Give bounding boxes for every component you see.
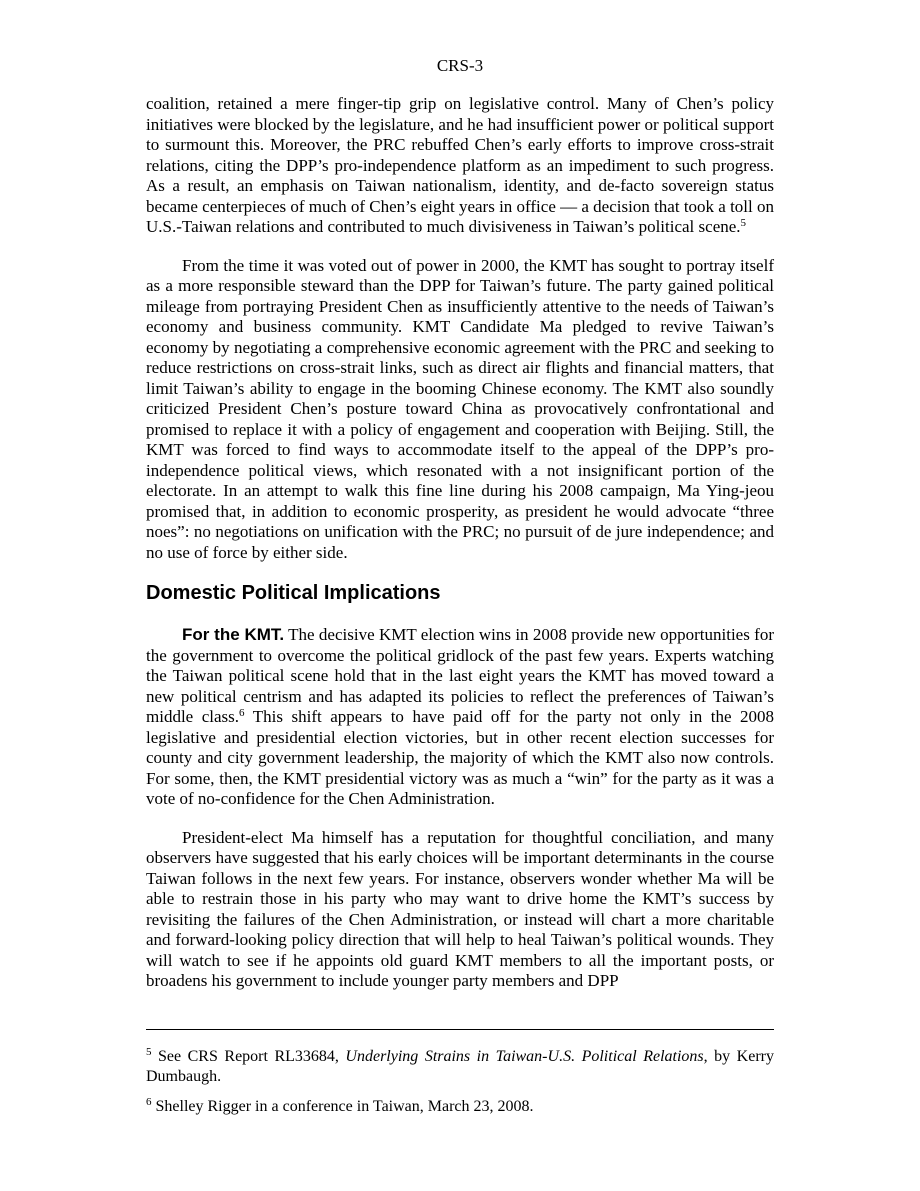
paragraph-1 — [146, 94, 774, 238]
footnote-number: 5 — [146, 1046, 152, 1058]
footnote-6 — [146, 1097, 774, 1117]
paragraph-3-text-a: The decisive KMT election wins in 2008 provide new opportunities for the government to overcome the political gridlock of the past few years. Experts watching the Taiwan political scene hold that in the last eight years the KMT has moved toward a new political centrism and has adapted its policies to reflect the preferences of Taiwan’s middle class. — [146, 625, 774, 726]
subsection-runin-heading: For the KMT. — [182, 625, 285, 644]
footnotes — [146, 1047, 774, 1127]
section-heading: Domestic Political Implications — [146, 582, 441, 604]
paragraph-1-text: coalition, retained a mere finger-tip grip on legislative control. Many of Chen’s policy initiatives were blocked by the legislature, and he had insufficient power or political support to surmount this. Moreover, the PRC rebuffed Chen’s early efforts to improve cross-strait relations, citing the DPP’s pro-independence platform as an impediment to such progress. As a result, an emphasis on Taiwan nationalism, identity, and de-facto sovereign status became centerpieces of much of Chen’s eight years in office — a decision that took a toll on U.S.-Taiwan relations and contributed to much divisiveness in Taiwan’s political scene. — [146, 94, 775, 236]
footnote-ref-6[interactable]: 6 — [239, 707, 245, 719]
paragraph-2: From the time it was voted out of power in 2000, the KMT has sought to portray itself as a more responsible steward than the DPP for Taiwan’s future. The party gained political mileage from portraying President Chen as insufficiently attentive to the needs of Taiwan’s economy and business community. KMT Candidate Ma pledged to revive Taiwan’s economy by negotiating a comprehensive economic agreement with the PRC and seeking to reduce restrictions on cross-strait links, such as direct air flights and financial matters, that limit Taiwan’s ability to engage in the booming Chinese economy. The KMT also soundly criticized President Chen’s posture toward China as provocatively confrontational and promised to replace it with a policy of engagement and cooperation with Beijing. Still, the KMT was forced to find ways to accommodate itself to the appeal of the DPP’s pro-independence political views, which resonated with a not insignificant portion of the electorate. In an attempt to walk this fine line during his 2008 campaign, Ma Ying-jeou promised that, in addition to economic prosperity, as president he would advocate “three noes”: no negotiations on unification with the PRC; no pursuit of de jure independence; and no use of force by either side. — [146, 255, 774, 562]
footnote-text-end: , by Kerry Dumbaugh. — [146, 1048, 774, 1085]
document-body — [146, 94, 774, 1010]
footnote-5 — [146, 1047, 774, 1087]
footnote-text: See CRS Report RL33684, — [151, 1048, 346, 1065]
footnote-text: Shelley Rigger in a conference in Taiwan, March 23, 2008. — [151, 1098, 534, 1115]
paragraph-3-text-b: This shift appears to have paid off for the party not only in the 2008 legislative and presidential election victories, but in other recent election successes for county and city government leadership, the majority of which the KMT also now controls. For some, then, the KMT presidential victory was as much a “win” for the party as it was a vote of no-confidence for the Chen Administration. — [146, 707, 775, 808]
footnote-divider — [146, 1029, 774, 1030]
paragraph-3 — [146, 625, 774, 810]
page-header: CRS-3 — [436, 56, 484, 75]
paragraph-4: President-elect Ma himself has a reputation for thoughtful conciliation, and many observers have suggested that his early choices will be important determinants in the course Taiwan follows in the next few years. For instance, observers wonder whether Ma will be able to restrain those in his party who may want to drive home the KMT’s success by revisiting the failures of the Chen Administration, or instead will chart a more charitable and forward-looking policy direction that will help to heal Taiwan’s political wounds. They will watch to see if he appoints old guard KMT members to all the important posts, or broadens his government to include younger party members and DPP — [146, 827, 774, 990]
footnote-ref-5[interactable]: 5 — [740, 217, 747, 229]
footnote-report-title: Underlying Strains in Taiwan-U.S. Political Relations — [345, 1048, 704, 1065]
footnote-number: 6 — [146, 1096, 152, 1108]
